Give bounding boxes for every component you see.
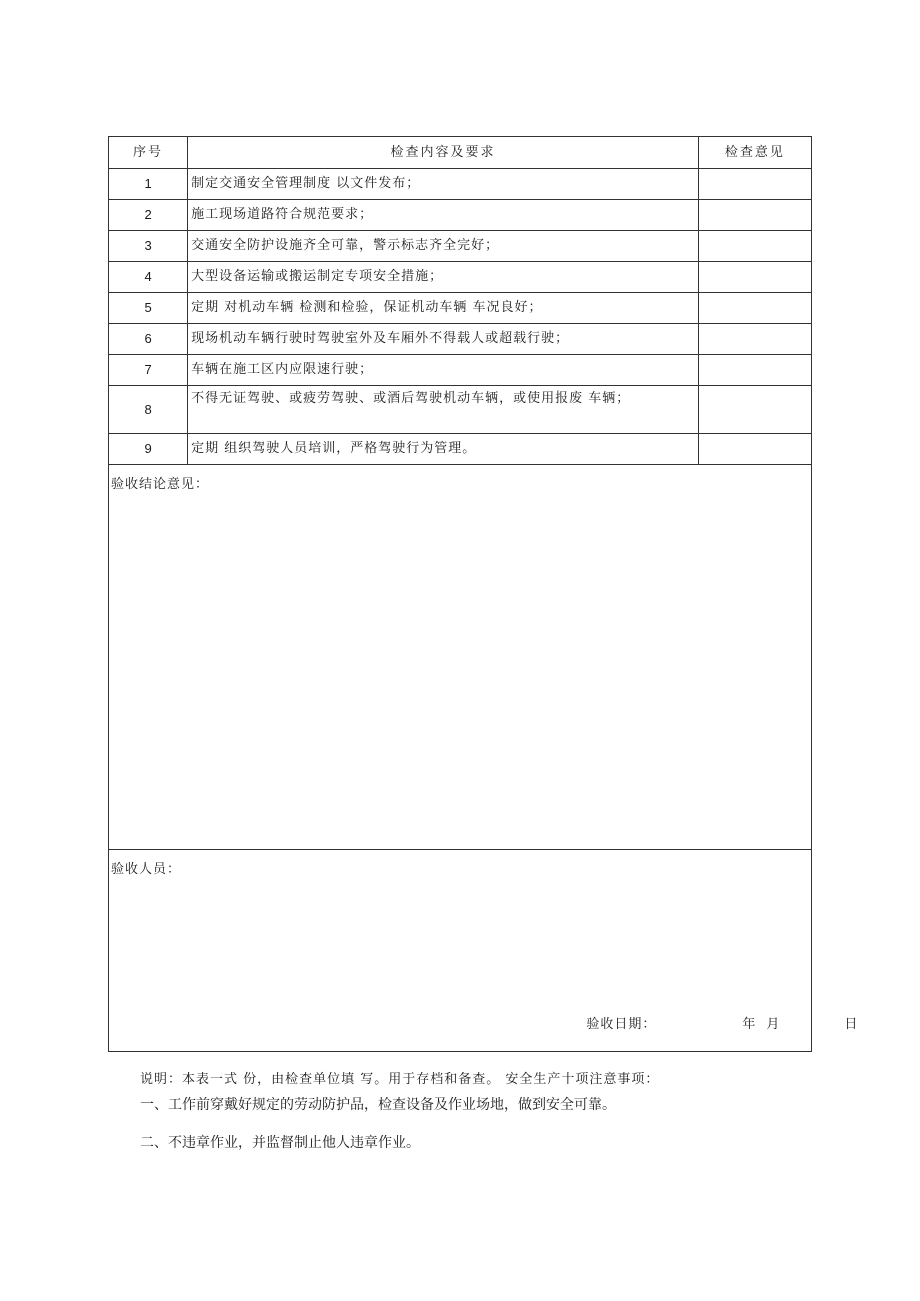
table-header-row xyxy=(109,137,812,169)
note-item-2: 二、不违章作业，并监督制止他人违章作业。 xyxy=(140,1135,420,1151)
conclusion-row xyxy=(109,465,812,850)
table-row xyxy=(109,200,812,231)
table-row xyxy=(109,434,812,465)
row-number: 8 xyxy=(109,386,188,434)
table-row xyxy=(109,262,812,293)
conclusion-label: 验收结论意见： xyxy=(111,477,210,492)
row-number: 9 xyxy=(109,434,188,465)
row-content: 施工现场道路符合规范要求； xyxy=(188,200,699,231)
row-number: 1 xyxy=(109,169,188,200)
row-opinion-cell[interactable] xyxy=(698,324,811,355)
row-opinion-cell[interactable] xyxy=(698,169,811,200)
table-row xyxy=(109,293,812,324)
date-day: 日 xyxy=(844,1017,859,1032)
note-item-1: 一、工作前穿戴好规定的劳动防护品，检查设备及作业场地，做到安全可靠。 xyxy=(140,1097,616,1113)
row-opinion-cell[interactable] xyxy=(698,262,811,293)
row-number: 5 xyxy=(109,293,188,324)
conclusion-cell[interactable] xyxy=(109,465,812,850)
table-row xyxy=(109,231,812,262)
row-number: 3 xyxy=(109,231,188,262)
row-opinion-cell[interactable] xyxy=(698,386,811,434)
row-content: 大型设备运输或搬运制定专项安全措施； xyxy=(188,262,699,293)
row-content: 定期 对机动车辆 检测和检验，保证机动车辆 车况良好； xyxy=(188,293,699,324)
row-number: 4 xyxy=(109,262,188,293)
date-month: 月 xyxy=(766,1017,781,1032)
row-opinion-cell[interactable] xyxy=(698,293,811,324)
row-content: 不得无证驾驶、或疲劳驾驶、或酒后驾驶机动车辆，或使用报废 车辆； xyxy=(188,386,699,434)
date-label: 验收日期： xyxy=(586,1017,657,1032)
date-year: 年 xyxy=(742,1017,757,1032)
note-explanation: 说明：本表一式 份，由检查单位填 写。用于存档和备查。 安全生产十项注意事项： xyxy=(140,1072,660,1087)
staff-cell[interactable] xyxy=(109,850,859,1052)
row-number: 7 xyxy=(109,355,188,386)
staff-label: 验收人员： xyxy=(111,862,182,877)
row-content: 定期 组织驾驶人员培训，严格驾驶行为管理。 xyxy=(188,434,699,465)
row-content: 交通安全防护设施齐全可靠，警示标志齐全完好； xyxy=(188,231,699,262)
row-content: 车辆在施工区内应限速行驶； xyxy=(188,355,699,386)
acceptance-date-line xyxy=(535,1001,858,1049)
header-content: 检查内容及要求 xyxy=(188,137,699,169)
header-opinion: 检查意见 xyxy=(698,137,811,169)
row-content: 现场机动车辆行驶时驾驶室外及车厢外不得载人或超载行驶； xyxy=(188,324,699,355)
row-opinion-cell[interactable] xyxy=(698,231,811,262)
row-content: 制定交通安全管理制度 以文件发布； xyxy=(188,169,699,200)
table-row xyxy=(109,169,812,200)
inspection-table xyxy=(108,136,859,1052)
table-row xyxy=(109,324,812,355)
header-no: 序号 xyxy=(109,137,188,169)
table-row xyxy=(109,386,812,434)
staff-row xyxy=(109,850,812,1052)
row-opinion-cell[interactable] xyxy=(698,355,811,386)
table-row xyxy=(109,355,812,386)
row-number: 6 xyxy=(109,324,188,355)
row-opinion-cell[interactable] xyxy=(698,200,811,231)
row-number: 2 xyxy=(109,200,188,231)
row-opinion-cell[interactable] xyxy=(698,434,811,465)
